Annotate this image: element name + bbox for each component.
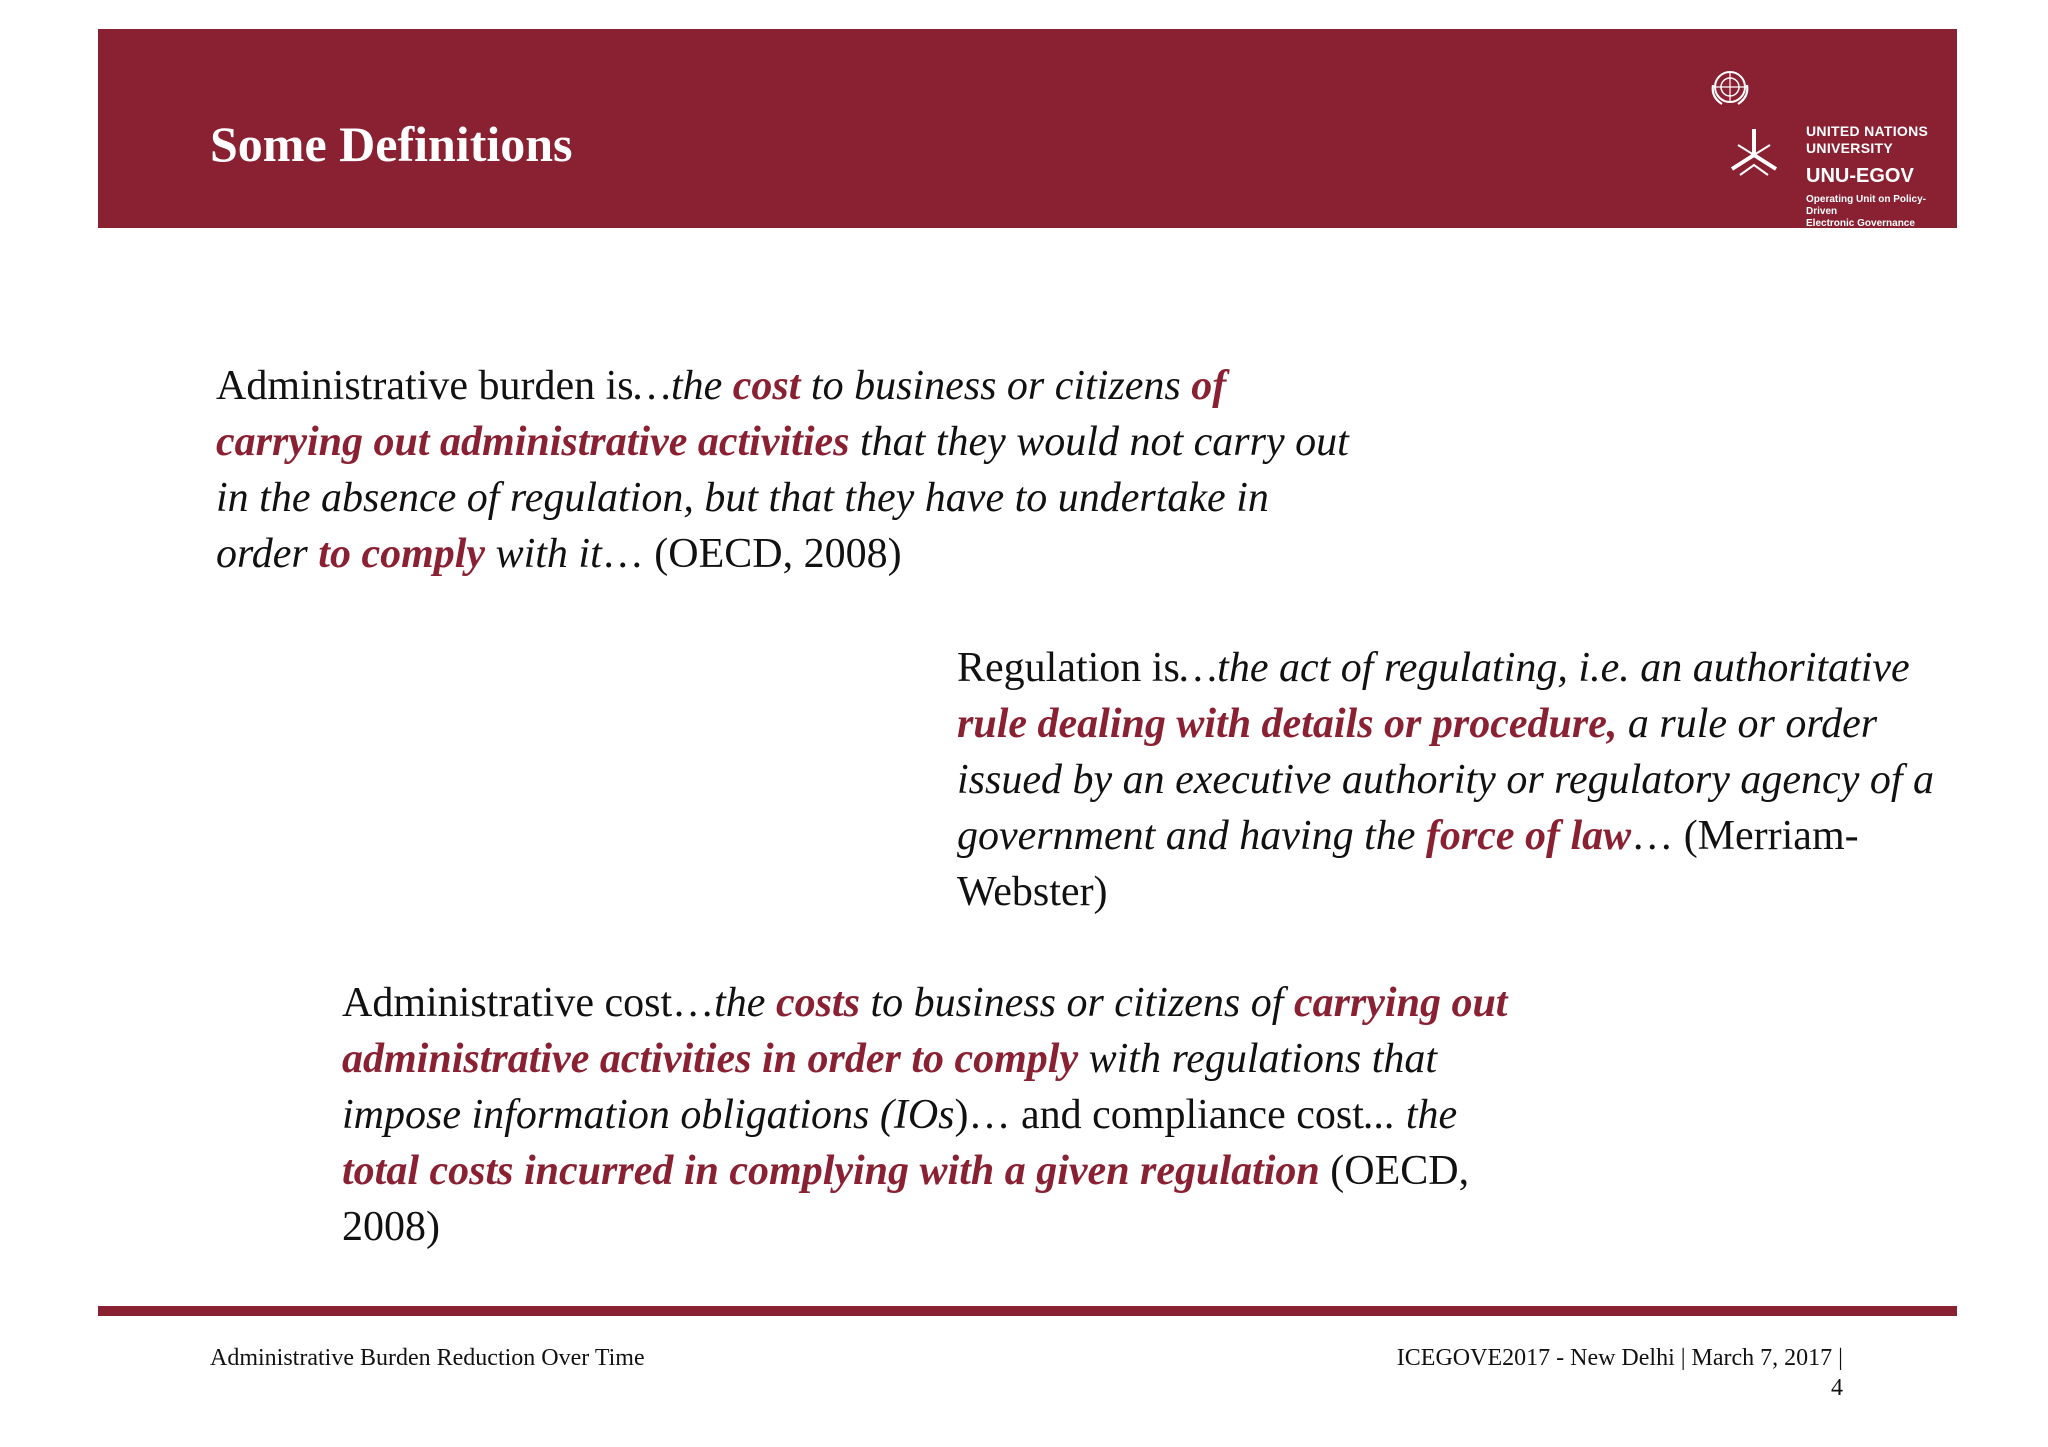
def3-seg9: (OECD, 2008) — [342, 1148, 1470, 1250]
def2-seg2: rule dealing with details or procedure, — [957, 701, 1618, 747]
logo-brand: UNU-EGOV — [1806, 165, 1914, 187]
def3-seg0: Administrative cost… — [342, 980, 715, 1026]
def3-seg3: to business or citizens of — [859, 980, 1294, 1026]
logo-line2: UNIVERSITY — [1806, 140, 1894, 156]
footer-divider — [98, 1306, 1957, 1316]
def2-seg0: Regulation is — [957, 645, 1180, 691]
logo-text — [1806, 123, 1936, 230]
footer-event-info — [1397, 1343, 1843, 1403]
def3-seg2: costs — [775, 980, 860, 1026]
footer-presentation-title: Administrative Burden Reduction Over Time — [210, 1345, 645, 1371]
footer-event-text: ICEGOVE2017 - New Delhi | March 7, 2017 | — [1396, 1345, 1843, 1371]
def3-seg1: the — [714, 980, 776, 1026]
def1-seg4: of carrying out administrative activities — [216, 363, 1227, 465]
definition-administrative-cost — [342, 975, 1542, 1255]
def2-seg1: …the act of regulating, i.e. an authoritative — [1179, 645, 1910, 691]
page-number: 4 — [1831, 1375, 1843, 1401]
definition-regulation — [957, 640, 1957, 920]
def1-seg8: … (OECD, 2008) — [601, 531, 902, 577]
logo-subtitle-2: Electronic Governance — [1806, 218, 1915, 229]
un-emblem-icon — [1708, 65, 1752, 109]
slide-title: Some Definitions — [210, 116, 573, 172]
unu-mark-icon — [1726, 125, 1782, 181]
def2-seg5: … (Merriam-Webster) — [957, 813, 1859, 915]
def3-seg6: )… and compliance cost — [954, 1092, 1364, 1138]
def1-seg0: Administrative burden is — [216, 363, 634, 409]
def1-seg5: that they would not carry out in the absence of regulation, but that they have to undertake in order — [216, 419, 1349, 577]
def1-seg7: with it — [485, 531, 602, 577]
logo-subtitle-1: Operating Unit on Policy-Driven — [1806, 194, 1927, 217]
def1-seg3: to business or citizens — [800, 363, 1192, 409]
definition-administrative-burden — [216, 358, 1356, 582]
def3-seg7: ... the — [1363, 1092, 1458, 1138]
logo-line1: UNITED NATIONS — [1806, 123, 1929, 139]
def1-seg2: cost — [732, 363, 801, 409]
def2-seg3: a rule or order issued by an executive authority or regulatory agency of a government and having the — [957, 701, 1935, 859]
def2-seg4: force of law — [1425, 813, 1632, 859]
def3-seg5: with regulations that impose information obligations (IOs — [342, 1036, 1438, 1138]
def3-seg8: total costs incurred in complying with a given regulation — [342, 1148, 1320, 1194]
def1-seg1: …the — [633, 363, 733, 409]
def1-seg6: to comply — [318, 531, 486, 577]
def3-seg4: carrying out administrative activities in order to comply — [342, 980, 1508, 1082]
unu-egov-logo — [1606, 65, 1936, 229]
header-banner — [98, 29, 1957, 228]
